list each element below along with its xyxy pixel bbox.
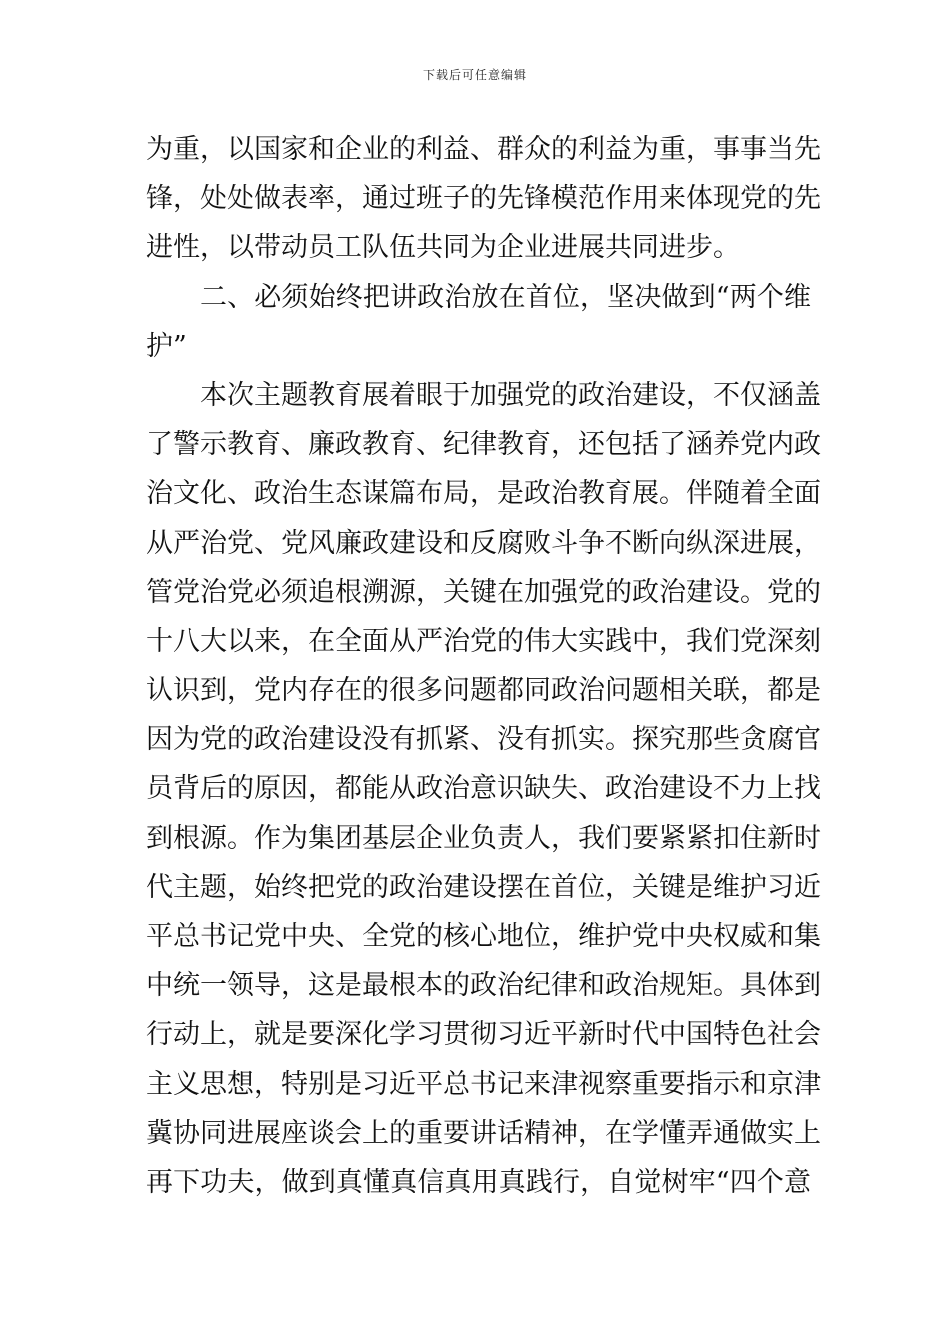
text-line: 治文化、政治生态谋篇布局，是政治教育展。伴随着全面: [146, 478, 821, 510]
text-line: 认识到，党内存在的很多问题都同政治问题相关联，都是: [146, 675, 821, 707]
text-line: 代主题，始终把党的政治建设摆在首位，关键是维护习近: [146, 871, 821, 903]
text-line: 因为党的政治建设没有抓紧、没有抓实。探究那些贪腐官: [146, 724, 821, 756]
text-line: 冀协同进展座谈会上的重要讲话精神，在学懂弄通做实上: [146, 1117, 821, 1149]
text-line: 主义思想，特别是习近平总书记来津视察重要指示和京津: [146, 1068, 821, 1100]
text-line: 中统一领导，这是最根本的政治纪律和政治规矩。具体到: [146, 970, 821, 1002]
text-line: 了警示教育、廉政教育、纪律教育，还包括了涵养党内政: [146, 429, 821, 461]
section-heading-line: 二、必须始终把讲政治放在首位，坚决做到“两个维: [200, 281, 811, 313]
text-line: 再下功夫，做到真懂真信真用真践行，自觉树牢“四个意: [146, 1166, 811, 1198]
text-line: 十八大以来，在全面从严治党的伟大实践中，我们党深刻: [146, 625, 821, 657]
document-body: [146, 125, 821, 1207]
text-line: 行动上，就是要深化学习贯彻习近平新时代中国特色社会: [146, 1019, 821, 1051]
section-heading-line: 护”: [146, 330, 187, 362]
text-line: 本次主题教育展着眼于加强党的政治建设，不仅涵盖: [200, 379, 821, 411]
text-line: 为重，以国家和企业的利益、群众的利益为重，事事当先: [146, 134, 821, 165]
text-line: 锋，处处做表率，通过班子的先锋模范作用来体现党的先: [146, 183, 821, 215]
text-line: 从严治党、党风廉政建设和反腐败斗争不断向纵深进展，: [146, 527, 821, 559]
text-line: 平总书记党中央、全党的核心地位，维护党中央权威和集: [146, 921, 821, 952]
text-line: 进性，以带动员工队伍共同为企业进展共同进步。: [146, 232, 740, 264]
text-line: 管党治党必须追根溯源，关键在加强党的政治建设。党的: [146, 576, 821, 608]
text-line: 到根源。作为集团基层企业负责人，我们要紧紧扣住新时: [146, 822, 821, 854]
page-header-note: 下载后可任意编辑: [422, 68, 527, 82]
text-line: 员背后的原因，都能从政治意识缺失、政治建设不力上找: [146, 773, 821, 805]
